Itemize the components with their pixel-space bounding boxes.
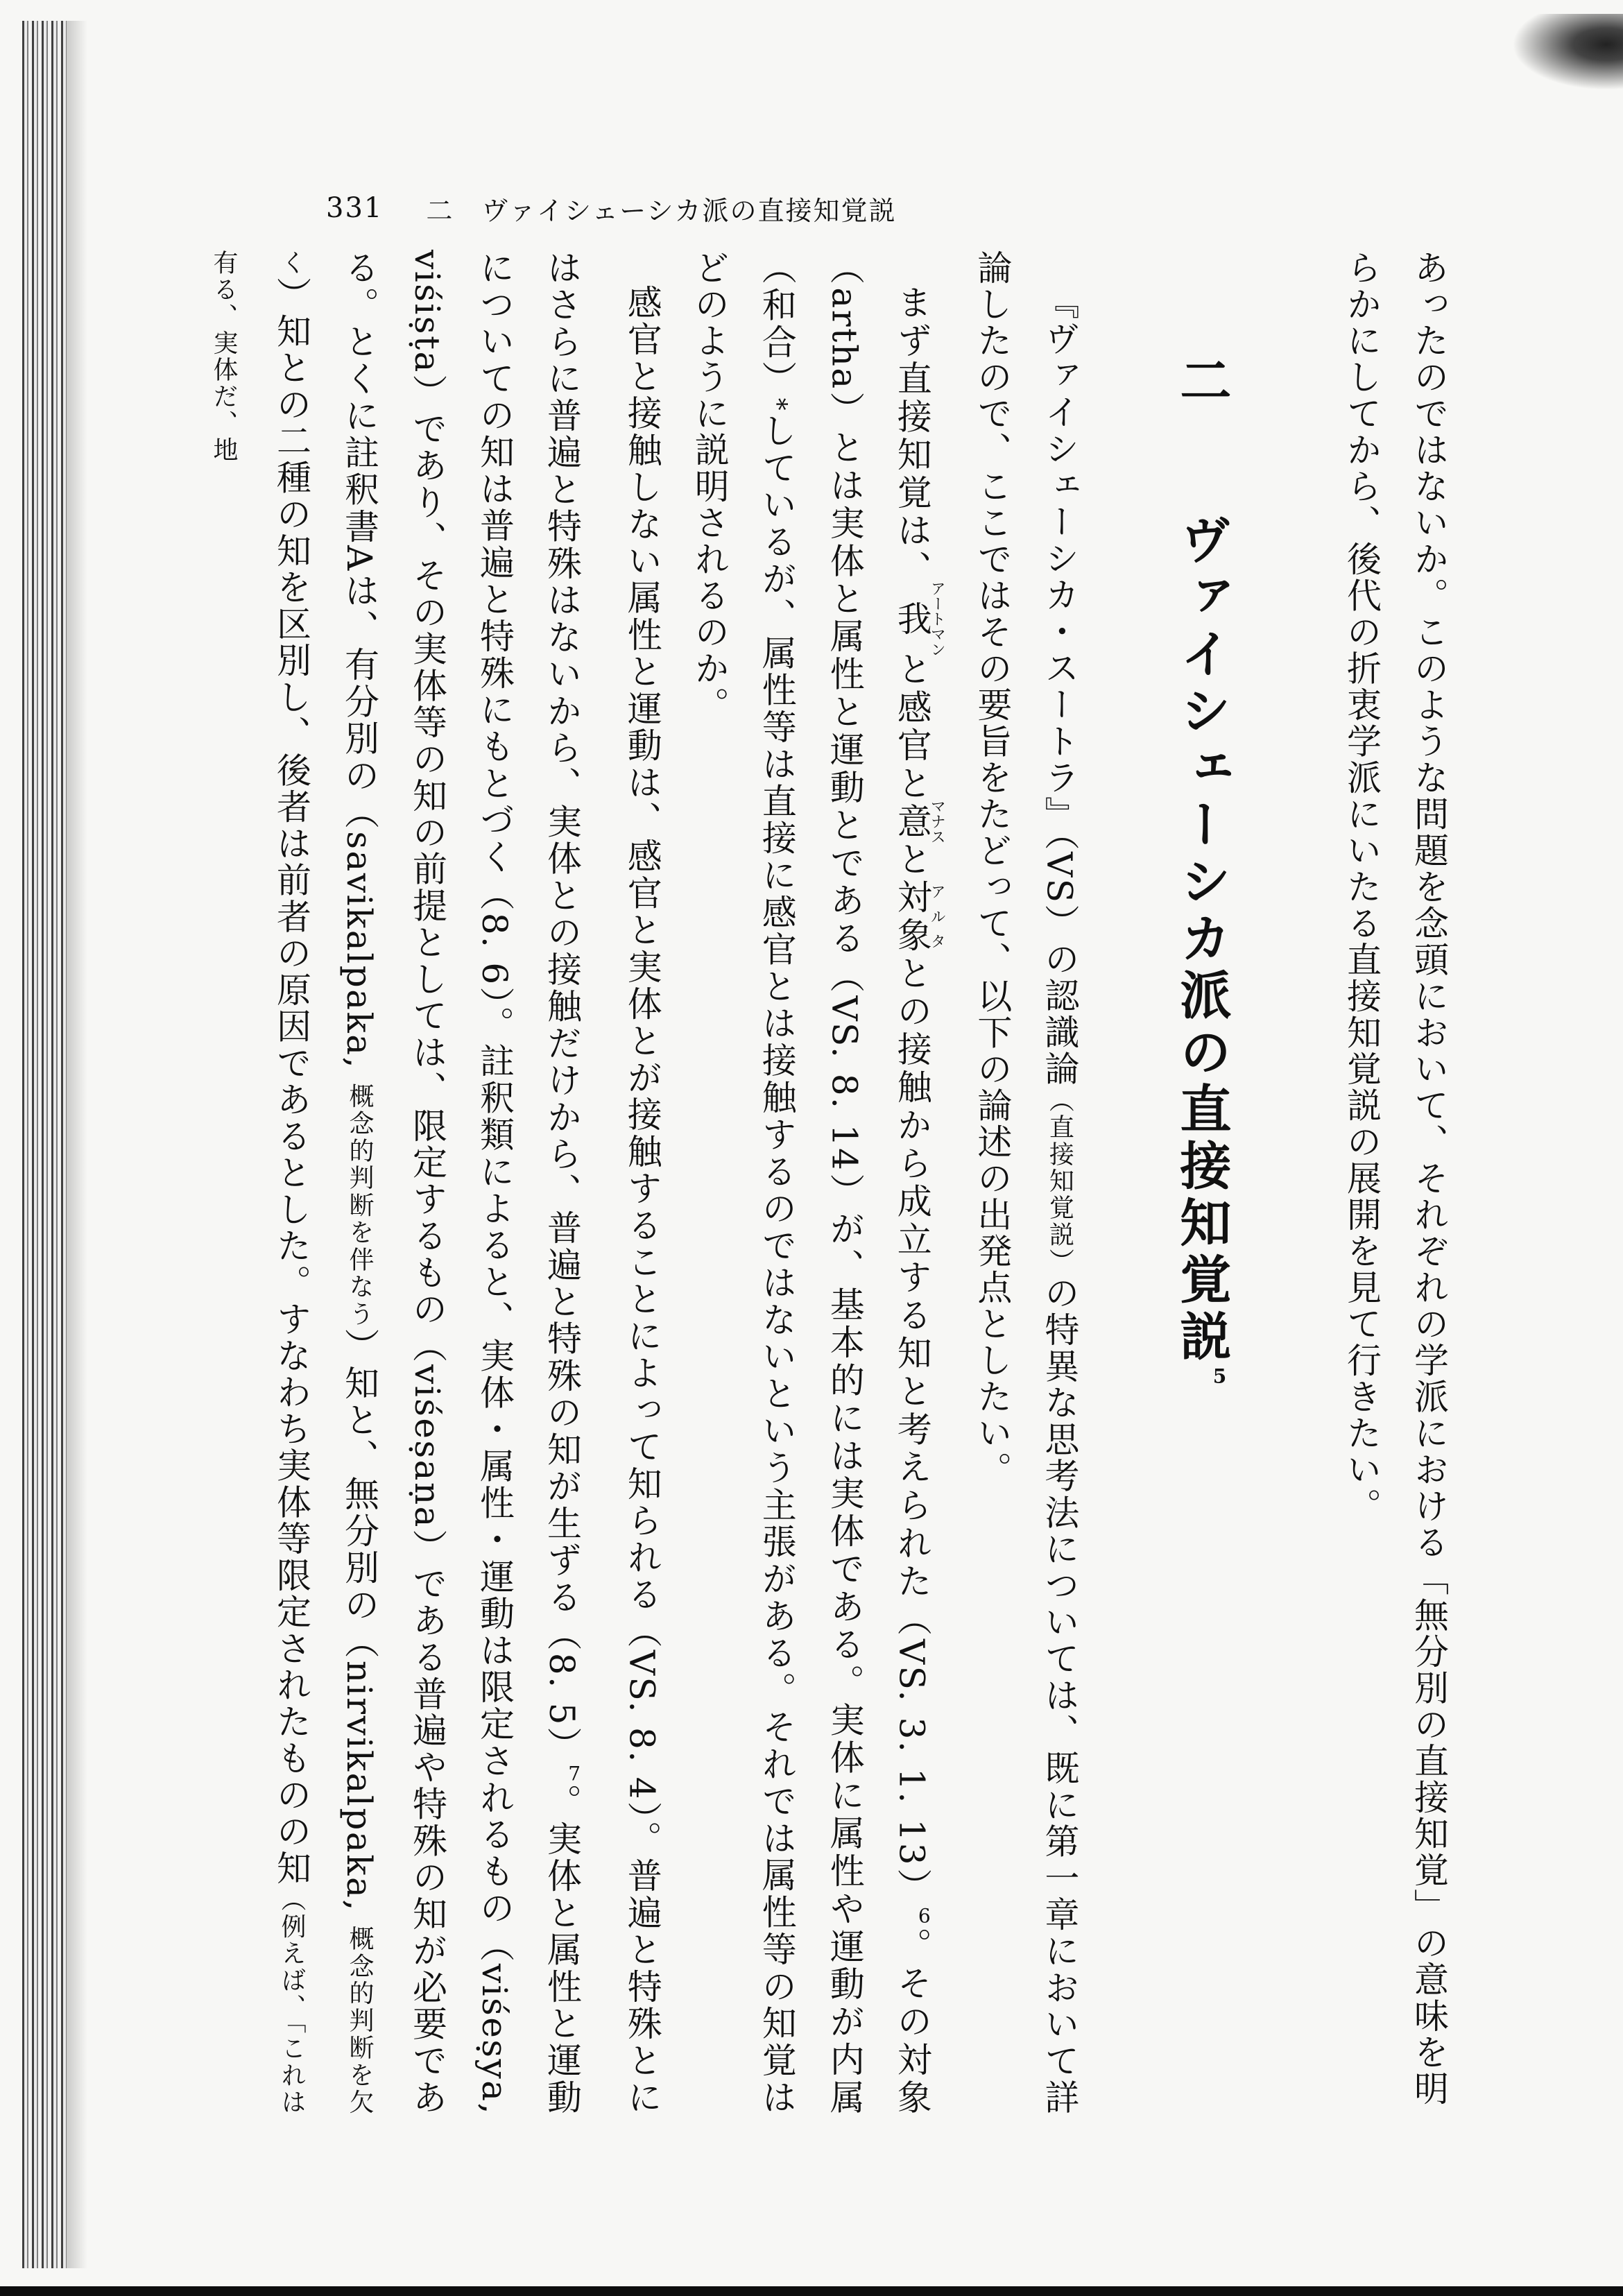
paragraph-2 [676,250,959,2116]
text-run: 感官と接触しない属性と運動は、感官と実体とが接触することによって知られる（VS. 8. 4）。普遍と特殊とにはさらに普遍と特殊はないから、実体との接触だけから、普遍と特殊の知が生ずる（8. 5） [542,250,662,2116]
gutter-shadow [67,21,87,2268]
ruby-word: 対象アルタ [891,879,946,955]
scan-corner-mark [1512,14,1623,90]
text-run: まず直接知覚は、 [891,284,932,589]
text-run: と感官と [891,649,932,803]
paragraph-3 [189,250,676,2116]
paragraph-1 [958,250,1093,2116]
section-title: ヴァイシェーシカ派の直接知覚説 [1171,513,1232,1367]
note-ref-6: 6 [918,1906,931,1926]
ruby-word: 意マナス [891,798,946,844]
text-run: ）知と、無分別の（nirvikalpaka, [339,1328,380,1926]
book-gutter [22,21,67,2268]
note-ref-7: 7 [568,1763,581,1783]
section-heading [1160,250,1261,2116]
section-number: 二 [1171,354,1232,411]
text-run: 『ヴァイシェーシカ・スートラ』（VS）の認識論 [1039,284,1080,1088]
running-header [326,189,896,228]
page-number: 331 [326,192,384,224]
text-run: との接触から成立する知と考えられた（VS. 3. 1. 13） [891,954,932,1907]
note-ref-5: 5 [1212,1367,1227,1386]
text-run: 。その対象（artha）とは実体と属性と運動とである（VS. 8. 14）が、基本的には実体である。実体に属性や運動が内属（和合） [756,250,932,2116]
text-run: と [891,839,932,880]
inline-annotation: （例えば、「これは有る、実体だ、地 [209,250,307,2116]
ruby-word: 我アートマン [891,581,946,658]
running-title: 二 ヴァイシェーシカ派の直接知覚説 [426,195,897,226]
intro-line-2: らかにしてから、後代の折衷学派にいたる直接知覚説の展開を見て行きたい。 [1341,250,1382,1525]
inline-annotation: 概念的判断を欠く [277,250,375,2116]
inline-annotation: * [762,397,791,413]
text-run: ）知との二種の知を区別し、後者は前者の原因であるとした。すなわち実体等限定されたものの知 [271,276,312,1887]
scan-bottom-edge [0,2286,1623,2296]
text-run: 。実体と属性と運動についての知は普遍と特殊にもとづく（8. 6）。註釈類によると、実体・属性・運動は限定されるもの（viśeṣya, viśiṣṭa）であり、その実体等の知の前提としては、限定するもの（viśeṣaṇa）である普遍や特殊の知が必要である。とくに註釈書Aは、有分別の（savikalpaka, [339,250,583,2116]
text-run: の特異な思考法については、既に第一章において詳論したので、ここではその要旨をたどって、以下の論述の出発点としたい。 [972,250,1080,2116]
inline-annotation: （直接知覚説） [1045,1087,1074,1276]
text-run: しているが、属性等は直接に感官とは接触するのではないという主張がある。それでは属性等の知覚はどのように説明されるのか。 [689,250,797,2116]
intro-line-1: あったのではないか。このような問題を念頭において、それぞれの学派における「無分別の直接知覚」の意味を明 [1409,250,1449,2107]
inline-annotation: 概念的判断を伴なう [345,1083,375,1328]
vertical-text-body [200,250,1462,2116]
